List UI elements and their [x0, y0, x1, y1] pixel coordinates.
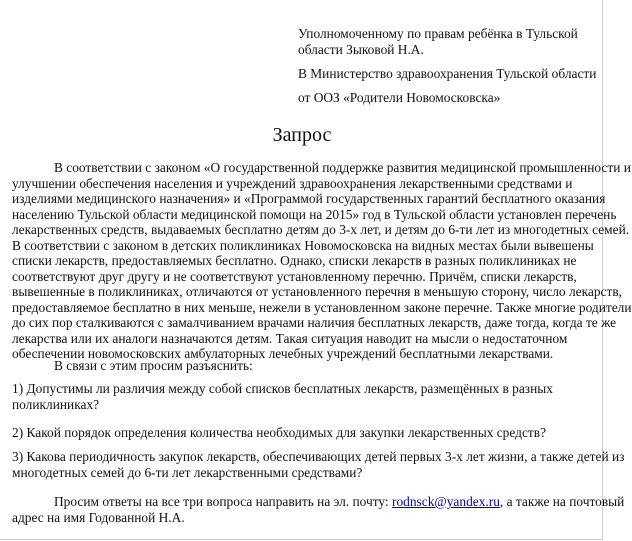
closing-text: , а также на почтовый	[499, 494, 625, 509]
document-title: Запрос	[272, 124, 332, 146]
closing-line	[54, 494, 624, 509]
paragraph-line: лекарственных средств, выдаваемых бесплатно детям до 3-х лет, и детям до 6-ти лет из многодетных семей.	[12, 222, 630, 237]
paragraph-line: изделиями медицинского назначения» и «Программой государственных гарантий бесплатного оказания	[12, 191, 606, 206]
paragraph-line: вывешенные в поликлиниках, отличаются от установленного перечня в меньшую сторону, число лекарств,	[12, 284, 623, 299]
paragraph-line: обеспечении новомосковских амбулаторных лечебных учреждений бесплатными лекарствами.	[12, 346, 554, 361]
paragraph-line: В соответствии с законом в детских поликлиниках Новомосковска на видных местах были вывешены	[12, 237, 594, 253]
request-intro: В связи с этим просим разъяснить:	[54, 358, 253, 373]
paragraph-line: предоставляемое бесплатно в них меньше, нежели в установленном законе перечне. Также многие родители	[12, 299, 632, 315]
paragraph-line: В соответствии с законом «О государственной поддержке развития медицинской промышленности и	[54, 160, 631, 175]
question-3: 3) Какова периодичность закупок лекарств, обеспечивающих детей первых 3-х лет жизни, а также детей из	[12, 449, 625, 464]
paragraph-line: соответствуют друг другу и не соответствуют установленному перечню. Причём, списки лекарств,	[12, 268, 577, 284]
question-2: 2) Какой порядок определения количества необходимых для закупки лекарственных средств?	[12, 425, 547, 440]
addressee-line: области Зыковой Н.А.	[298, 42, 424, 57]
addressee-line: Уполномоченному по правам ребёнка в Тульской	[298, 26, 578, 41]
email-link[interactable]: rodnsck@yandex.ru	[392, 494, 500, 509]
paragraph-line: списки лекарств, предоставляемых бесплатно. Однако, списки лекарств в разных поликлиниках не	[12, 253, 577, 268]
paragraph-line: лекарства или их аналоги назначаются детям. Такая ситуация наводит на мысли о недостаточном	[12, 330, 568, 346]
question-1: поликлиниках?	[12, 397, 100, 412]
paragraph-line: населению Тульской области медицинской помощи на 2015» год в Тульской области установлен перечень	[12, 206, 617, 222]
closing-text: Просим ответы на все три вопроса направить на эл. почту:	[54, 494, 393, 509]
paragraph-line: до сих пор сталкиваются с замалчиванием врачами наличия бесплатных лекарств, даже тогда, когда те же	[12, 315, 617, 330]
addressee-line: В Министерство здравоохранения Тульской области	[298, 66, 597, 81]
question-1: 1) Допустимы ли различия между собой списков бесплатных лекарств, размещённых в разных	[12, 381, 553, 396]
question-3: многодетных семей до 6-ти лет лекарственными средствами?	[12, 465, 363, 480]
paragraph-line: улучшении обеспечения населения и учреждений здравоохранения лекарственными средствами и	[12, 175, 573, 191]
closing-line: адрес на имя Годованной Н.А.	[12, 510, 185, 525]
sender-line: от ООЗ «Родители Новомосковска»	[298, 90, 501, 105]
